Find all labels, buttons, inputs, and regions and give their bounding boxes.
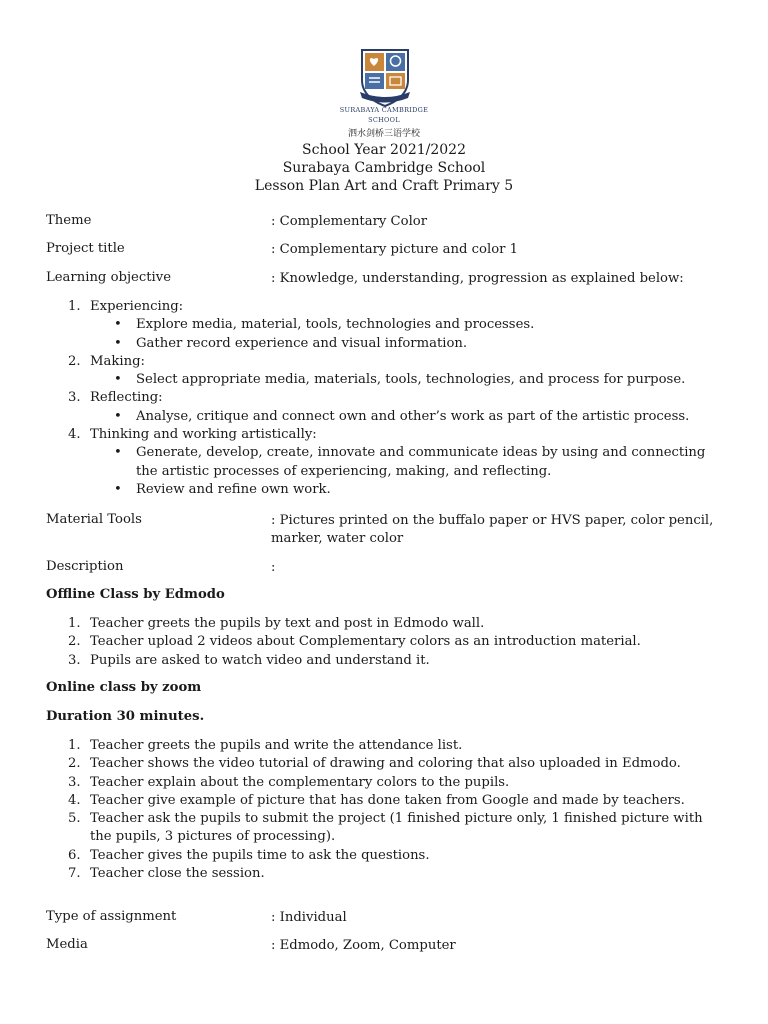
list-item: 3. Reflecting: • Analyse, critique and connect own and other’s work as part of the artistic process. xyxy=(46,389,726,426)
project-title-value: : Complementary picture and color 1 xyxy=(271,242,519,257)
bullet-item: • Generate, develop, create, innovate and communicate ideas by using and connecting the artistic processes of experiencing, making, and reflecting. xyxy=(90,444,726,481)
bullet-item: • Explore media, material, tools, technologies and processes. xyxy=(90,316,726,334)
list-item: 3. Pupils are asked to watch video and understand it. xyxy=(68,652,430,668)
objectives-list xyxy=(46,298,726,499)
logo-school-name: SURABAYA CAMBRIDGE xyxy=(339,106,429,114)
bullet-item: • Review and refine own work. xyxy=(90,481,726,499)
list-item: 4. Thinking and working artistically: • Generate, develop, create, innovate and communicate ideas by using and connecting the artistic processes of experiencing, making, and reflecting. • Review and refine own work. xyxy=(46,426,726,499)
project-title-label: Project title xyxy=(46,241,125,256)
school-name: Surabaya Cambridge School xyxy=(282,160,486,176)
list-item: 2. Teacher shows the video tutorial of drawing and coloring that also uploaded in Edmodo. xyxy=(68,756,681,772)
objective-heading: Thinking and working artistically: xyxy=(90,427,317,443)
bullet-item: • Select appropriate media, materials, tools, technologies, and process for purpose. xyxy=(90,371,726,389)
logo-school-name-line2: SCHOOL xyxy=(368,116,400,124)
list-item: 2. Making: • Select appropriate media, materials, tools, technologies, and process for purpose. xyxy=(46,353,726,390)
list-item: 7. Teacher close the session. xyxy=(68,866,265,882)
objective-heading: Experiencing: xyxy=(90,299,184,314)
material-tools-value: : Pictures printed on the buffalo paper or HVS paper, color pencil, marker, water color xyxy=(271,513,714,546)
logo-chinese-name: 泗水剑桥三语学校 xyxy=(347,129,420,139)
lesson-plan-title: Lesson Plan Art and Craft Primary 5 xyxy=(254,178,514,194)
objective-heading: Making: xyxy=(90,353,145,369)
bullet-item: • Gather record experience and visual information. xyxy=(90,335,726,353)
objective-heading: Reflecting: xyxy=(90,390,163,406)
list-item: 1. Teacher greets the pupils by text and post in Edmodo wall. xyxy=(68,616,485,631)
duration-heading: Duration 30 minutes. xyxy=(46,709,205,724)
theme-label: Theme xyxy=(46,213,92,228)
school-crest-logo xyxy=(354,46,416,108)
offline-steps-list xyxy=(46,615,726,670)
list-item: 2. Teacher upload 2 videos about Complementary colors as an introduction material. xyxy=(68,634,641,650)
list-item: 4. Teacher give example of picture that has done taken from Google and made by teachers. xyxy=(68,792,685,808)
material-tools-label: Material Tools xyxy=(46,512,142,527)
learning-objective-label: Learning objective xyxy=(46,270,171,285)
media-label: Media xyxy=(46,937,88,952)
list-item: 1. Experiencing: • Explore media, material, tools, technologies and processes. • Gather record experience and visual information. xyxy=(46,298,726,353)
media-value: : Edmodo, Zoom, Computer xyxy=(271,938,456,953)
list-item: 1. Teacher greets the pupils and write the attendance list. xyxy=(68,738,463,753)
online-class-heading: Online class by zoom xyxy=(46,680,202,695)
school-year: School Year 2021/2022 xyxy=(301,142,466,158)
offline-class-heading: Offline Class by Edmodo xyxy=(46,587,225,602)
assignment-value: : Individual xyxy=(271,910,347,925)
learning-objective-value: : Knowledge, understanding, progression as explained below: xyxy=(271,271,684,286)
description-value: : xyxy=(271,560,276,575)
bullet-item: • Analyse, critique and connect own and other’s work as part of the artistic process. xyxy=(90,408,726,426)
list-item: 3. Teacher explain about the complementary colors to the pupils. xyxy=(68,774,510,790)
online-steps-list xyxy=(46,737,726,883)
list-item: 5. Teacher ask the pupils to submit the project (1 finished picture only, 1 finished picture with the pupils, 3 pictures of processing). xyxy=(68,811,703,845)
theme-value: : Complementary Color xyxy=(271,214,428,229)
description-label: Description xyxy=(46,559,124,574)
assignment-label: Type of assignment xyxy=(46,909,177,924)
list-item: 6. Teacher gives the pupils time to ask the questions. xyxy=(68,847,430,863)
